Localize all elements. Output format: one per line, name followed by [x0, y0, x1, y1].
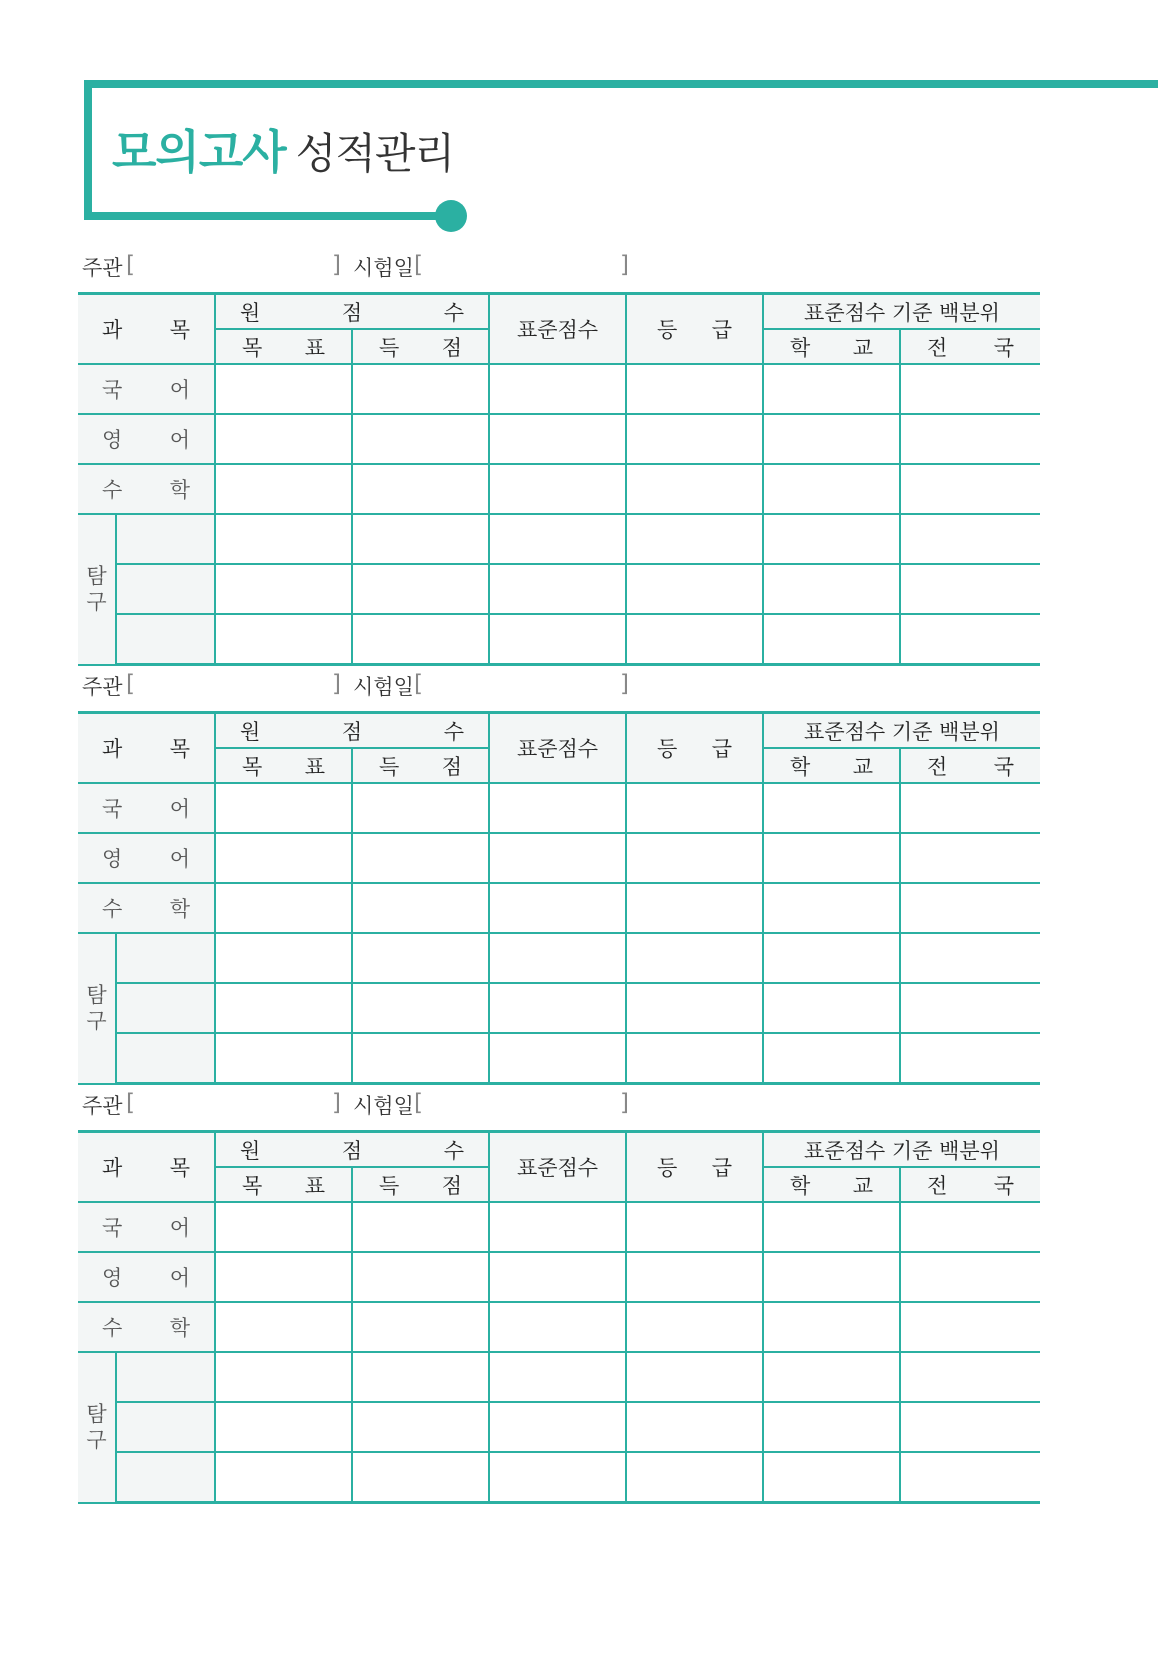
- header-subject: [78, 294, 215, 365]
- cell[interactable]: [900, 833, 1040, 883]
- cell[interactable]: [763, 564, 900, 614]
- cell[interactable]: [352, 1252, 489, 1302]
- cell[interactable]: [215, 833, 352, 883]
- header-target: [215, 1167, 352, 1202]
- cell[interactable]: [900, 1402, 1040, 1452]
- subject-korean: [78, 1202, 215, 1252]
- header-national: [900, 329, 1040, 364]
- header-obtained-char: 득: [379, 335, 400, 360]
- header-school-char: 교: [852, 1173, 874, 1198]
- header-raw-char: 점: [341, 300, 363, 325]
- subject-english: [78, 1252, 215, 1302]
- header-target-char: 표: [304, 754, 325, 779]
- header-school: [763, 1167, 900, 1202]
- cell[interactable]: [352, 1402, 489, 1452]
- cell[interactable]: [626, 983, 763, 1033]
- subject-char: 수: [102, 1316, 123, 1340]
- page-title: [112, 122, 454, 184]
- cell[interactable]: [900, 1202, 1040, 1252]
- subject-english: [78, 414, 215, 464]
- subject-char: 영: [102, 847, 123, 871]
- header-national-char: 전: [927, 1173, 948, 1198]
- host-label: 주관: [82, 675, 123, 699]
- header-target-char: 목: [242, 1173, 263, 1198]
- row-math: [78, 883, 1040, 933]
- cell[interactable]: [763, 1252, 900, 1302]
- subject-char: 구: [86, 1009, 107, 1034]
- header-subject: [78, 1132, 215, 1203]
- cell[interactable]: [489, 1352, 626, 1402]
- cell[interactable]: [352, 564, 489, 614]
- row-korean: [78, 364, 1040, 414]
- inquiry-subject-name[interactable]: [116, 933, 215, 983]
- exam-section: [78, 248, 1040, 666]
- header-target-char: 표: [304, 335, 325, 360]
- cell[interactable]: [763, 514, 900, 564]
- row-inquiry-2: [78, 1402, 1040, 1452]
- cell[interactable]: [900, 883, 1040, 933]
- header-subject: [78, 713, 215, 784]
- cell[interactable]: [352, 1352, 489, 1402]
- exam-meta-row: [78, 667, 1040, 711]
- cell[interactable]: [215, 933, 352, 983]
- page-title-main: 모의고사: [112, 125, 286, 179]
- cell[interactable]: [215, 1402, 352, 1452]
- cell[interactable]: [763, 983, 900, 1033]
- cell[interactable]: [626, 514, 763, 564]
- inquiry-subject-name[interactable]: [116, 564, 215, 614]
- subject-math: [78, 1302, 215, 1352]
- cell[interactable]: [900, 783, 1040, 833]
- cell[interactable]: [763, 414, 900, 464]
- cell[interactable]: [763, 933, 900, 983]
- host-label: 주관: [82, 1094, 123, 1118]
- cell[interactable]: [626, 1352, 763, 1402]
- header-raw-char: 원: [240, 1138, 261, 1163]
- header-grade-char: 등: [657, 737, 678, 761]
- cell[interactable]: [352, 883, 489, 933]
- header-national-char: 전: [927, 754, 948, 779]
- exam-meta-row: [78, 248, 1040, 292]
- cell[interactable]: [352, 1033, 489, 1084]
- cell[interactable]: [900, 564, 1040, 614]
- header-raw-char: 수: [443, 719, 465, 744]
- inquiry-subject-name[interactable]: [116, 514, 215, 564]
- header-subject-char: 과: [102, 318, 123, 342]
- cell[interactable]: [215, 514, 352, 564]
- subject-char: 학: [169, 897, 190, 921]
- inquiry-subject-name[interactable]: [116, 1452, 215, 1503]
- header-national-char: 전: [927, 335, 948, 360]
- cell[interactable]: [763, 833, 900, 883]
- host-close-bracket: ]: [332, 252, 341, 278]
- cell[interactable]: [626, 1402, 763, 1452]
- cell[interactable]: [900, 514, 1040, 564]
- subject-math: [78, 464, 215, 514]
- date-close-bracket: ]: [620, 671, 629, 697]
- header-school-char: 학: [790, 1173, 811, 1198]
- cell[interactable]: [900, 1252, 1040, 1302]
- cell[interactable]: [763, 364, 900, 414]
- cell[interactable]: [215, 1252, 352, 1302]
- cell[interactable]: [489, 1302, 626, 1352]
- header-raw-char: 원: [240, 719, 261, 744]
- header-grade-char: 급: [711, 737, 733, 761]
- subject-char: 국: [102, 1216, 123, 1240]
- header-obtained: [352, 329, 489, 364]
- cell[interactable]: [763, 883, 900, 933]
- header-target: [215, 748, 352, 783]
- subject-inquiry: [78, 933, 116, 1084]
- cell[interactable]: [215, 564, 352, 614]
- page-title-sub: 성적관리: [295, 129, 455, 178]
- date-close-bracket: ]: [620, 1090, 629, 1116]
- score-table: [78, 292, 1040, 666]
- cell[interactable]: [763, 1352, 900, 1402]
- cell[interactable]: [763, 783, 900, 833]
- header-percentile: 표준점수 기준 백분위: [763, 1132, 1040, 1168]
- date-open-bracket: [: [414, 252, 423, 278]
- cell[interactable]: [900, 1352, 1040, 1402]
- cell[interactable]: [763, 1452, 900, 1503]
- row-english: [78, 414, 1040, 464]
- cell[interactable]: [900, 1033, 1040, 1084]
- cell[interactable]: [215, 983, 352, 1033]
- header-standard-score: 표준점수: [489, 713, 626, 784]
- cell[interactable]: [763, 1033, 900, 1084]
- cell[interactable]: [489, 883, 626, 933]
- host-open-bracket: [: [126, 252, 135, 278]
- cell[interactable]: [763, 1402, 900, 1452]
- header-target-char: 표: [304, 1173, 325, 1198]
- inquiry-subject-name[interactable]: [116, 1033, 215, 1084]
- cell[interactable]: [215, 464, 352, 514]
- cell[interactable]: [352, 464, 489, 514]
- header-standard-score: 표준점수: [489, 1132, 626, 1203]
- cell[interactable]: [900, 614, 1040, 665]
- cell[interactable]: [215, 614, 352, 665]
- cell[interactable]: [489, 1033, 626, 1084]
- subject-char: 어: [169, 428, 190, 452]
- row-inquiry-3: [78, 1033, 1040, 1084]
- header-grade-char: 등: [657, 1156, 678, 1180]
- title-frame-left: [84, 80, 92, 220]
- inquiry-subject-name[interactable]: [116, 1352, 215, 1402]
- cell[interactable]: [626, 783, 763, 833]
- subject-char: 어: [169, 378, 190, 402]
- header-subject-char: 목: [169, 318, 190, 342]
- cell[interactable]: [626, 883, 763, 933]
- header-raw-score: [215, 1132, 489, 1168]
- cell[interactable]: [352, 514, 489, 564]
- date-open-bracket: [: [414, 1090, 423, 1116]
- header-raw-char: 원: [240, 300, 261, 325]
- cell[interactable]: [900, 464, 1040, 514]
- cell[interactable]: [489, 833, 626, 883]
- cell[interactable]: [900, 414, 1040, 464]
- cell[interactable]: [489, 514, 626, 564]
- header-obtained-char: 득: [379, 1173, 400, 1198]
- row-inquiry-1: [78, 933, 1040, 983]
- date-label: 시험일: [353, 256, 414, 280]
- cell[interactable]: [900, 1452, 1040, 1503]
- row-math: [78, 464, 1040, 514]
- cell[interactable]: [626, 1452, 763, 1503]
- header-national: [900, 748, 1040, 783]
- subject-char: 수: [102, 897, 123, 921]
- header-national-char: 국: [993, 1173, 1015, 1198]
- cell[interactable]: [626, 1202, 763, 1252]
- cell[interactable]: [900, 1302, 1040, 1352]
- cell[interactable]: [763, 464, 900, 514]
- row-math: [78, 1302, 1040, 1352]
- header-obtained: [352, 1167, 489, 1202]
- cell[interactable]: [352, 1452, 489, 1503]
- subject-char: 수: [102, 478, 123, 502]
- subject-char: 어: [169, 1216, 190, 1240]
- subject-inquiry: [78, 514, 116, 665]
- row-inquiry-3: [78, 614, 1040, 665]
- header-raw-score: [215, 713, 489, 749]
- row-inquiry-2: [78, 564, 1040, 614]
- subject-char: 학: [169, 1316, 190, 1340]
- header-percentile: 표준점수 기준 백분위: [763, 713, 1040, 749]
- cell[interactable]: [215, 414, 352, 464]
- cell[interactable]: [626, 364, 763, 414]
- title-frame-top: [84, 80, 1158, 88]
- row-english: [78, 1252, 1040, 1302]
- subject-inquiry: [78, 1352, 116, 1503]
- header-school-char: 교: [852, 335, 874, 360]
- header-raw-score: [215, 294, 489, 330]
- cell[interactable]: [352, 783, 489, 833]
- cell[interactable]: [489, 364, 626, 414]
- inquiry-subject-name[interactable]: [116, 983, 215, 1033]
- cell[interactable]: [215, 783, 352, 833]
- row-inquiry-3: [78, 1452, 1040, 1503]
- cell[interactable]: [626, 933, 763, 983]
- cell[interactable]: [626, 464, 763, 514]
- cell[interactable]: [626, 614, 763, 665]
- cell[interactable]: [900, 983, 1040, 1033]
- header-national: [900, 1167, 1040, 1202]
- header-subject-char: 과: [102, 1156, 123, 1180]
- title-frame-bottom: [84, 212, 450, 220]
- cell[interactable]: [215, 1202, 352, 1252]
- subject-english: [78, 833, 215, 883]
- cell[interactable]: [215, 1352, 352, 1402]
- cell[interactable]: [215, 883, 352, 933]
- row-english: [78, 833, 1040, 883]
- subject-char: 국: [102, 797, 123, 821]
- header-grade-char: 등: [657, 318, 678, 342]
- header-subject-char: 과: [102, 737, 123, 761]
- row-inquiry-1: [78, 1352, 1040, 1402]
- header-target-char: 목: [242, 335, 263, 360]
- cell[interactable]: [489, 1202, 626, 1252]
- subject-char: 국: [102, 378, 123, 402]
- subject-korean: [78, 364, 215, 414]
- cell[interactable]: [215, 1033, 352, 1084]
- cell[interactable]: [900, 933, 1040, 983]
- header-grade: [626, 713, 763, 784]
- cell[interactable]: [352, 983, 489, 1033]
- header-grade-char: 급: [711, 1156, 733, 1180]
- header-subject-char: 목: [169, 737, 190, 761]
- host-open-bracket: [: [126, 1090, 135, 1116]
- subject-char: 탐: [86, 1402, 107, 1427]
- cell[interactable]: [626, 414, 763, 464]
- host-close-bracket: ]: [332, 1090, 341, 1116]
- cell[interactable]: [352, 614, 489, 665]
- header-percentile: 표준점수 기준 백분위: [763, 294, 1040, 330]
- cell[interactable]: [352, 833, 489, 883]
- cell[interactable]: [626, 1033, 763, 1084]
- cell[interactable]: [352, 414, 489, 464]
- header-national-char: 국: [993, 335, 1015, 360]
- header-national-char: 국: [993, 754, 1015, 779]
- header-target-char: 목: [242, 754, 263, 779]
- cell[interactable]: [215, 1302, 352, 1352]
- cell[interactable]: [352, 1202, 489, 1252]
- subject-korean: [78, 783, 215, 833]
- host-open-bracket: [: [126, 671, 135, 697]
- header-obtained-char: 점: [441, 1173, 463, 1198]
- cell[interactable]: [352, 364, 489, 414]
- header-row-1: [78, 1132, 1040, 1168]
- cell[interactable]: [489, 614, 626, 665]
- cell[interactable]: [626, 564, 763, 614]
- row-inquiry-2: [78, 983, 1040, 1033]
- header-school: [763, 329, 900, 364]
- cell[interactable]: [489, 783, 626, 833]
- header-school-char: 학: [790, 754, 811, 779]
- header-raw-char: 점: [341, 1138, 363, 1163]
- subject-char: 어: [169, 1266, 190, 1290]
- header-standard-score: 표준점수: [489, 294, 626, 365]
- header-school: [763, 748, 900, 783]
- cell[interactable]: [489, 1402, 626, 1452]
- header-target: [215, 329, 352, 364]
- cell[interactable]: [763, 1302, 900, 1352]
- inquiry-subject-name[interactable]: [116, 614, 215, 665]
- cell[interactable]: [900, 364, 1040, 414]
- cell[interactable]: [763, 614, 900, 665]
- header-obtained: [352, 748, 489, 783]
- date-label: 시험일: [353, 1094, 414, 1118]
- subject-char: 구: [86, 1428, 107, 1453]
- host-close-bracket: ]: [332, 671, 341, 697]
- header-raw-char: 수: [443, 300, 465, 325]
- header-row-1: [78, 294, 1040, 330]
- cell[interactable]: [626, 833, 763, 883]
- date-open-bracket: [: [414, 671, 423, 697]
- subject-math: [78, 883, 215, 933]
- date-label: 시험일: [353, 675, 414, 699]
- subject-char: 어: [169, 847, 190, 871]
- header-subject-char: 목: [169, 1156, 190, 1180]
- exam-section: [78, 667, 1040, 1085]
- host-label: 주관: [82, 256, 123, 280]
- score-table: [78, 711, 1040, 1085]
- subject-char: 영: [102, 428, 123, 452]
- subject-char: 영: [102, 1266, 123, 1290]
- header-obtained-char: 득: [379, 754, 400, 779]
- row-korean: [78, 783, 1040, 833]
- header-raw-char: 점: [341, 719, 363, 744]
- cell[interactable]: [489, 464, 626, 514]
- header-grade-char: 급: [711, 318, 733, 342]
- subject-char: 어: [169, 797, 190, 821]
- date-close-bracket: ]: [620, 252, 629, 278]
- cell[interactable]: [215, 364, 352, 414]
- subject-char: 학: [169, 478, 190, 502]
- inquiry-subject-name[interactable]: [116, 1402, 215, 1452]
- subject-char: 구: [86, 590, 107, 615]
- header-raw-char: 수: [443, 1138, 465, 1163]
- subject-char: 탐: [86, 564, 107, 589]
- cell[interactable]: [489, 1252, 626, 1302]
- header-school-char: 학: [790, 335, 811, 360]
- cell[interactable]: [489, 983, 626, 1033]
- header-grade: [626, 294, 763, 365]
- score-table: [78, 1130, 1040, 1504]
- row-inquiry-1: [78, 514, 1040, 564]
- cell[interactable]: [489, 564, 626, 614]
- exam-meta-row: [78, 1086, 1040, 1130]
- header-school-char: 교: [852, 754, 874, 779]
- cell[interactable]: [763, 1202, 900, 1252]
- row-korean: [78, 1202, 1040, 1252]
- cell[interactable]: [489, 933, 626, 983]
- subject-char: 탐: [86, 983, 107, 1008]
- cell[interactable]: [352, 933, 489, 983]
- header-grade: [626, 1132, 763, 1203]
- title-frame-dot: [435, 200, 467, 232]
- cell[interactable]: [352, 1302, 489, 1352]
- cell[interactable]: [489, 414, 626, 464]
- cell[interactable]: [626, 1302, 763, 1352]
- cell[interactable]: [626, 1252, 763, 1302]
- header-obtained-char: 점: [441, 335, 463, 360]
- header-obtained-char: 점: [441, 754, 463, 779]
- cell[interactable]: [215, 1452, 352, 1503]
- cell[interactable]: [489, 1452, 626, 1503]
- header-row-1: [78, 713, 1040, 749]
- exam-section: [78, 1086, 1040, 1504]
